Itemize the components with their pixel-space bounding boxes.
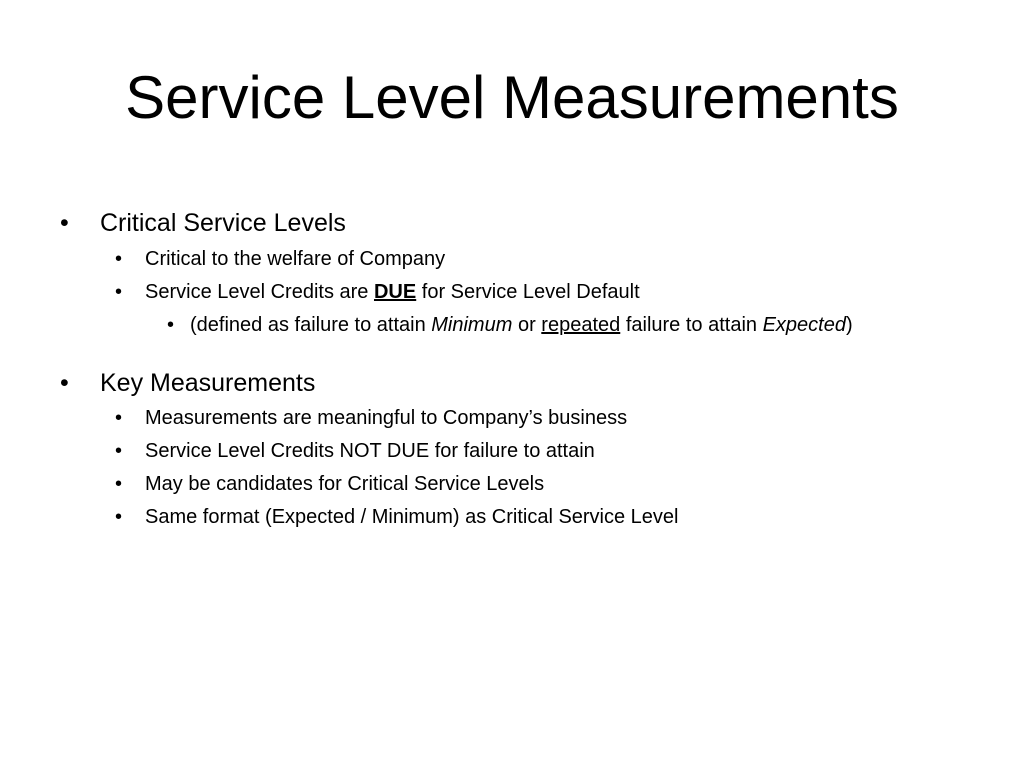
- emphasis-due: DUE: [373, 281, 417, 303]
- section-heading-critical-service-levels: Critical Service Levels: [100, 209, 346, 237]
- list-item: May be candidates for Critical Service Levels: [145, 473, 545, 495]
- emphasis-repeated: repeated: [541, 314, 621, 336]
- bullet-icon: •: [167, 314, 175, 336]
- list-item: Same format (Expected / Minimum) as Critical Service Level: [145, 506, 679, 528]
- bullet-icon: •: [115, 506, 123, 528]
- item-text: or: [512, 314, 542, 336]
- list-item: Measurements are meaningful to Company’s business: [145, 407, 628, 429]
- item-text: Service Level Credits are: [145, 281, 374, 303]
- bullet-icon: •: [60, 369, 69, 397]
- bullet-icon: •: [115, 473, 123, 495]
- list-item: Service Level Credits NOT DUE for failure to attain: [145, 440, 595, 462]
- slide-title: Service Level Measurements: [125, 64, 899, 131]
- section-heading-key-measurements: Key Measurements: [100, 369, 316, 397]
- emphasis-minimum: Minimum: [431, 314, 513, 336]
- bullet-icon: •: [60, 209, 69, 237]
- emphasis-expected: Expected: [762, 314, 846, 336]
- bullet-icon: •: [115, 281, 123, 303]
- bullet-icon: •: [115, 248, 123, 270]
- list-item: [145, 280, 640, 304]
- list-item: Critical to the welfare of Company: [145, 248, 446, 270]
- bullet-icon: •: [115, 407, 123, 429]
- item-text: for Service Level Default: [416, 281, 640, 303]
- item-text: failure to attain: [620, 314, 763, 336]
- item-text: ): [845, 314, 853, 336]
- item-text: (defined as failure to attain: [190, 314, 432, 336]
- sub-list-item: [190, 313, 853, 337]
- bullet-icon: •: [115, 440, 123, 462]
